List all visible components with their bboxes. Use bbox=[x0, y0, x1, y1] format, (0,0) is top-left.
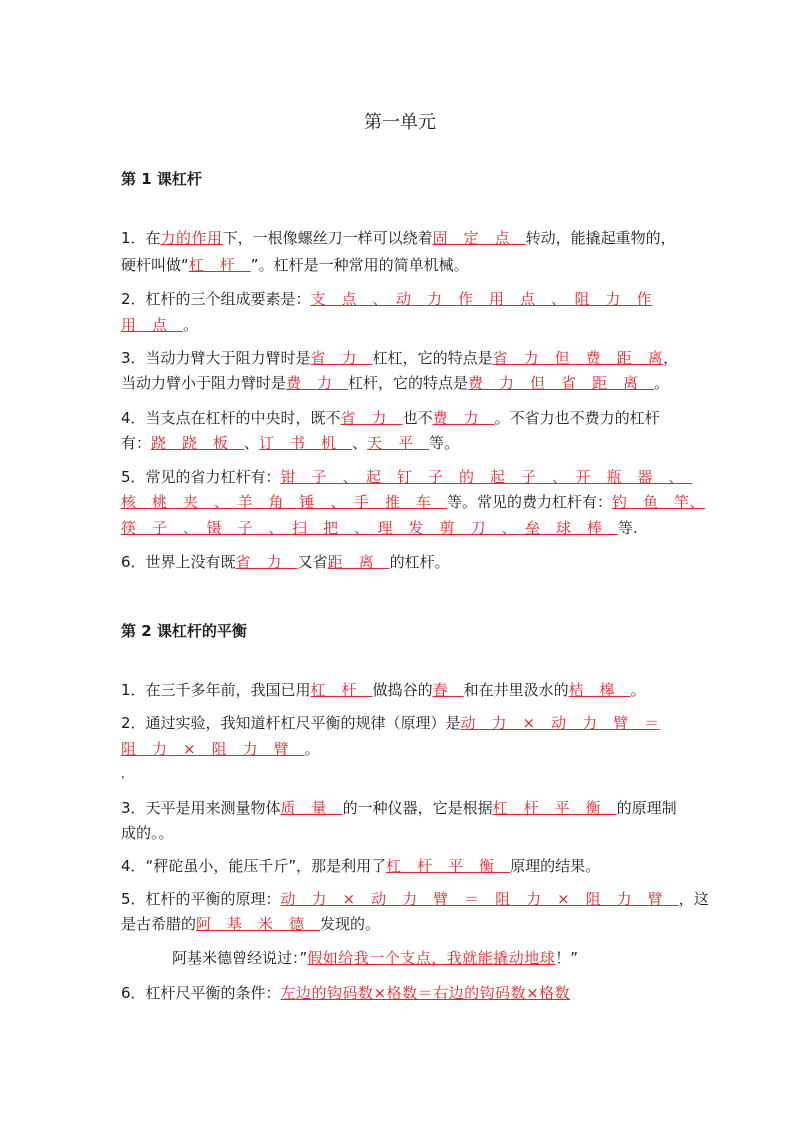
answer-blank: 支 点 、 动 力 作 用 点 、 阻 力 作 bbox=[310, 290, 653, 308]
text: 5．杠杆的平衡的原理： bbox=[121, 890, 281, 908]
l1-q5-line3 bbox=[121, 518, 638, 538]
l2-q4-line bbox=[121, 856, 600, 876]
text: 硬杆叫做“ bbox=[121, 256, 189, 274]
answer-blank: 阿 基 米 德 bbox=[196, 915, 321, 933]
l2-q5-line2 bbox=[121, 914, 380, 934]
l2-q1-line bbox=[121, 680, 646, 700]
text: 又省 bbox=[297, 553, 328, 571]
l2-q2-line2 bbox=[121, 739, 320, 759]
l2-q5-line1 bbox=[121, 889, 709, 909]
answer-blank: 费 力 bbox=[286, 374, 349, 392]
unit-title: 第一单元 bbox=[364, 112, 436, 133]
answer-blank: 左边的钩码数×格数＝右边的钩码数×格数 bbox=[280, 984, 571, 1002]
l2-q2-line1 bbox=[121, 713, 660, 733]
text: 。 bbox=[183, 316, 199, 334]
lesson-2-heading: 第 2 课杠杆的平衡 bbox=[121, 622, 247, 640]
answer-blank: 距 离 bbox=[327, 553, 390, 571]
answer-blank: 钓 鱼 竿、 bbox=[612, 493, 706, 511]
text: 转动，能撬起重物的， bbox=[525, 229, 676, 247]
text: 6．杠杆尺平衡的条件： bbox=[121, 984, 281, 1002]
text: 。不省力也不费力的杠杆 bbox=[494, 409, 660, 427]
answer-blank: 力的作用 bbox=[160, 229, 223, 247]
text: 也不 bbox=[402, 409, 433, 427]
answer-blank: 杠 杆 平 衡 bbox=[492, 799, 617, 817]
answer-blank: 固 定 点 bbox=[432, 229, 526, 247]
answer-blank: 桔 槔 bbox=[568, 681, 631, 699]
text: 发现的。 bbox=[320, 915, 381, 933]
l1-q4-line2 bbox=[121, 433, 459, 453]
l1-q1-line1 bbox=[121, 228, 676, 248]
answer-blank: 省 力 bbox=[235, 553, 298, 571]
text: 当动力臂小于阻力臂时是 bbox=[121, 374, 287, 392]
l1-q3-line2 bbox=[121, 373, 669, 393]
answer-blank: 杠 杆 bbox=[188, 256, 251, 274]
answer-blank: 用 点 bbox=[121, 316, 184, 334]
text: 、 bbox=[244, 434, 260, 452]
text: 是古希腊的 bbox=[121, 915, 197, 933]
text: 3．当动力臂大于阻力臂时是 bbox=[121, 349, 311, 367]
answer-blank: 质 量 bbox=[280, 799, 343, 817]
answer-blank: 费 力 但 省 距 离 bbox=[468, 374, 655, 392]
text: 5．常见的省力杠杆有： bbox=[121, 468, 281, 486]
text: 等. bbox=[618, 519, 638, 537]
text: 2．通过实验，我知道杆杠尺平衡的规律（原理）是 bbox=[121, 714, 461, 732]
answer-blank: 钳 子 、 起 钉 子 的 起 子 、 开 瓶 器 、 bbox=[280, 468, 693, 486]
text: 原理的结果。 bbox=[510, 857, 601, 875]
l1-q5-line2 bbox=[121, 492, 705, 512]
l1-q5-line1 bbox=[121, 467, 692, 487]
text: 的原理制 bbox=[616, 799, 677, 817]
text: 4．当支点在杠杆的中央时，既不 bbox=[121, 409, 341, 427]
text: 。 bbox=[304, 740, 320, 758]
text: 等。常见的费力杠杆有： bbox=[447, 493, 613, 511]
answer-blank: 核 桃 夹 、 羊 角 锤 、 手 推 车 bbox=[121, 493, 448, 511]
text: 3．天平是用来测量物体 bbox=[121, 799, 281, 817]
l2-q3-line1 bbox=[121, 798, 677, 818]
text: 的一种仪器，它是根据 bbox=[342, 799, 493, 817]
text: 有： bbox=[121, 434, 152, 452]
answer-blank: 跷 跷 板 bbox=[151, 434, 245, 452]
text: 。 bbox=[630, 681, 646, 699]
archimedes-quote-line bbox=[172, 948, 578, 968]
answer-blank: 省 力 但 费 距 离 bbox=[492, 349, 664, 367]
text: 杠杆，它的特点是 bbox=[348, 374, 469, 392]
l2-q3-line2: 成的。。 bbox=[121, 824, 174, 842]
text: ，这 bbox=[678, 890, 709, 908]
text: 的杠杆。 bbox=[389, 553, 450, 571]
l1-q2-line2 bbox=[121, 315, 198, 335]
answer-blank: 费 力 bbox=[432, 409, 495, 427]
text: ”。杠杆是一种常用的简单机械。 bbox=[250, 256, 469, 274]
text: 做捣谷的 bbox=[372, 681, 433, 699]
text: 4．“秤砣虽小，能压千斤”，那是利用了 bbox=[121, 857, 387, 875]
l1-q2-line1 bbox=[121, 289, 652, 309]
l1-q4-line1 bbox=[121, 408, 660, 428]
answer-blank: 筷 子 、 镊 子 、 扫 把 、 理 发 剪 刀 、 垒 球 棒 bbox=[121, 519, 619, 537]
l1-q3-line1 bbox=[121, 348, 678, 368]
answer-blank: 杠 杆 平 衡 bbox=[386, 857, 511, 875]
text: 1．在三千多年前，我国已用 bbox=[121, 681, 311, 699]
text: 阿基米德曾经说过：” bbox=[172, 949, 308, 967]
l1-q6-line bbox=[121, 552, 450, 572]
answer-blank: 动 力 × 动 力 臂 ＝ bbox=[460, 714, 660, 732]
answer-blank: 订 书 机 bbox=[259, 434, 353, 452]
answer-blank: 阻 力 × 阻 力 臂 bbox=[121, 740, 305, 758]
text: 、 bbox=[352, 434, 368, 452]
text: ， bbox=[663, 349, 679, 367]
answer-blank: 动 力 × 动 力 臂 ＝ 阻 力 × 阻 力 臂 bbox=[280, 890, 679, 908]
l2-q6-line bbox=[121, 983, 570, 1003]
answer-blank: 舂 bbox=[432, 681, 464, 699]
answer-blank: 杠 杆 bbox=[310, 681, 373, 699]
lesson-1-heading: 第 1 课杠杆 bbox=[121, 170, 202, 188]
text: ！” bbox=[555, 949, 579, 967]
text: 杠杠，它的特点是 bbox=[372, 349, 493, 367]
answer-blank: 天 平 bbox=[367, 434, 430, 452]
answer-blank: 假如给我一个支点，我就能撬动地球 bbox=[307, 949, 556, 967]
answer-blank: 省 力 bbox=[340, 409, 403, 427]
text: 和在井里汲水的 bbox=[463, 681, 569, 699]
text: 。 bbox=[654, 374, 670, 392]
text: 6．世界上没有既 bbox=[121, 553, 236, 571]
text: 下，一根像螺丝刀一样可以绕着 bbox=[222, 229, 433, 247]
text: 2．杠杆的三个组成要素是： bbox=[121, 290, 311, 308]
text: 等。 bbox=[429, 434, 460, 452]
l1-q1-line2 bbox=[121, 255, 469, 275]
answer-blank: 省 力 bbox=[310, 349, 373, 367]
text: 1．在 bbox=[121, 229, 161, 247]
stray-comma: ， bbox=[121, 767, 132, 780]
